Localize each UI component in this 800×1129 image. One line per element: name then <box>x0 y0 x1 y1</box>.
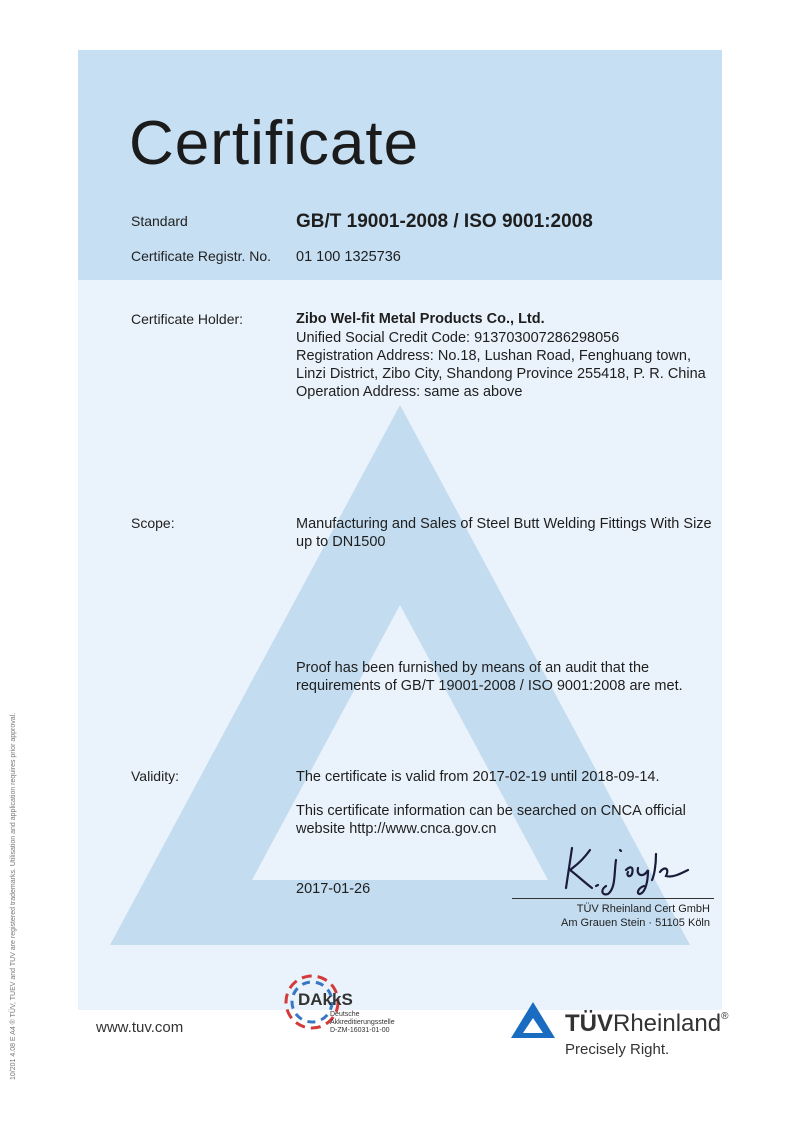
holder-address-line-2: Linzi District, Zibo City, Shandong Province 255418, P. R. China <box>296 366 706 382</box>
registration-label: Certificate Registr. No. <box>131 248 272 264</box>
trademark-side-note: 10/201 4.08 E A4 ® TÜV, TUEV and TUV are registered trademarks. Utilisation and application requires prior approval. <box>10 712 17 1080</box>
validity-text: The certificate is valid from 2017-02-19 until 2018-09-14. <box>296 769 660 785</box>
footer-website: www.tuv.com <box>96 1019 184 1036</box>
holder-address-line-1: Registration Address: No.18, Lushan Road, Fenghuang town, <box>296 348 691 364</box>
certificate-title: Certificate <box>129 109 420 178</box>
issuer-name: TÜV Rheinland Cert GmbH <box>576 903 710 915</box>
proof-line-1: Proof has been furnished by means of an audit that the <box>296 660 650 676</box>
dakks-line-3: D-ZM-16031-01-00 <box>330 1027 390 1034</box>
scope-text <box>296 515 712 551</box>
tuv-tagline: Precisely Right. <box>565 1041 670 1058</box>
issuer-block <box>512 902 710 930</box>
standard-label: Standard <box>131 213 188 229</box>
search-info-line-2: website http://www.cnca.gov.cn <box>296 821 497 837</box>
dakks-name: DAkkS <box>298 990 353 1009</box>
tuv-brand-bold: TÜV <box>565 1010 613 1037</box>
issuer-address: Am Grauen Stein · 51105 Köln <box>561 917 710 929</box>
standard-value: GB/T 19001-2008 / ISO 9001:2008 <box>296 211 593 232</box>
scope-line-1: Manufacturing and Sales of Steel Butt Welding Fittings With Size <box>296 516 712 532</box>
holder-label: Certificate Holder: <box>131 311 244 327</box>
issue-date: 2017-01-26 <box>296 881 371 897</box>
tuv-triangle-logo-icon <box>510 1000 556 1040</box>
tuv-brand-rest: Rheinland <box>613 1010 722 1037</box>
holder-operation-address: Operation Address: same as above <box>296 384 523 400</box>
handwritten-signature <box>560 836 710 898</box>
proof-line-2: requirements of GB/T 19001-2008 / ISO 9001:2008 are met. <box>296 678 683 694</box>
holder-credit-code: Unified Social Credit Code: 913703007286298056 <box>296 330 620 346</box>
search-info <box>296 802 686 838</box>
tuv-brand <box>565 1010 728 1038</box>
registration-number: 01 100 1325736 <box>296 249 401 265</box>
dakks-line-1: Deutsche <box>330 1011 360 1018</box>
dakks-details <box>330 1011 395 1035</box>
scope-label: Scope: <box>131 515 175 531</box>
signature-line <box>512 898 714 899</box>
dakks-line-2: Akkreditierungsstelle <box>330 1019 395 1026</box>
holder-name: Zibo Wel-fit Metal Products Co., Ltd. <box>296 311 545 327</box>
scope-line-2: up to DN1500 <box>296 534 386 550</box>
tuv-registered-mark: ® <box>721 1011 729 1022</box>
validity-label: Validity: <box>131 768 179 784</box>
search-info-line-1: This certificate information can be searched on CNCA official <box>296 803 686 819</box>
proof-statement <box>296 659 683 695</box>
holder-details <box>296 329 706 401</box>
